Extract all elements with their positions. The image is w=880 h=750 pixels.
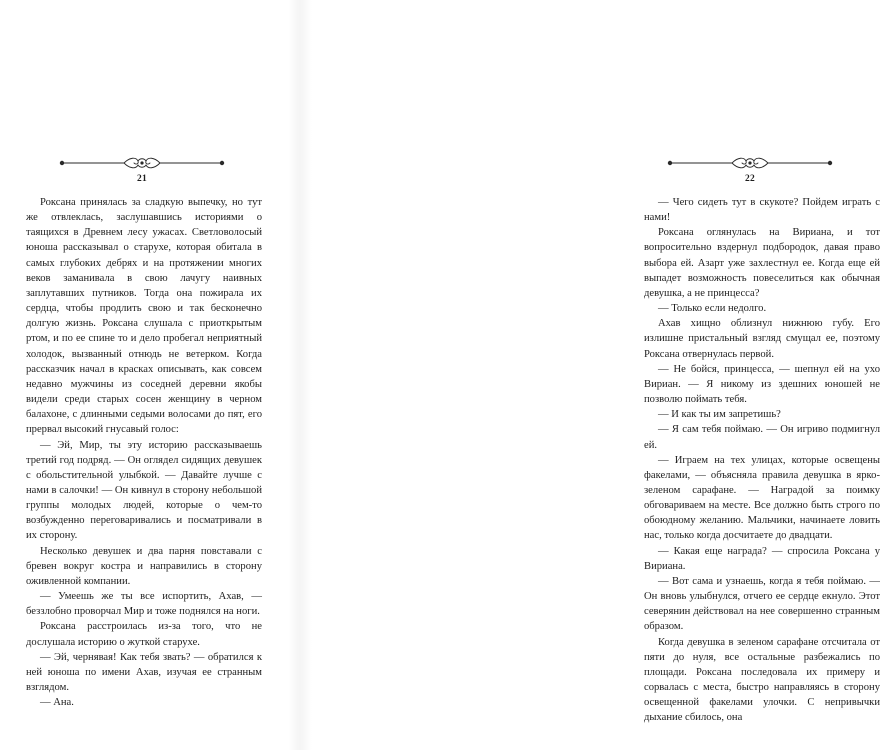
paragraph: — И как ты им запретишь?	[658, 409, 781, 421]
paragraph: — Эй, чернявая! Как тебя звать? — обратился к ней юноша по имени Ахав, изучая ее странным взглядом.	[26, 651, 262, 693]
page-number: 22	[744, 174, 756, 184]
paragraph: Роксана принялась за сладкую выпечку, но тут же отвлеклась, заслушавшись историями о таящихся в Древнем лесу ужасах. Светловолосый юноша рассказывал о старухе, которая обитала в самых глубоких дебрях и на протяжении многих веков заманивала в свою лачугу наивных заплутавших путников. Тогда она пожирала их сердца, чтобы продлить свою и так бесконечно долгую жизнь. Роксана слушала с приоткрытым ртом, и по ее спине то и дело пробегал неприятный холодок, вызванный отнюдь не ветерком. Когда рассказчик начал в красках описывать, как совсем недавно мужчины из соседней деревни якобы видели среди старых сосен женщину в черном балахоне, с длинными седыми волосами до пят, его прервал высокий гнусавый голос:	[26, 197, 262, 436]
body-text	[644, 195, 880, 725]
paragraph: Ахав хищно облизнул нижнюю губу. Его излишне пристальный взгляд смущал ее, поэтому Роксана отвернулась первой.	[644, 318, 880, 360]
page-number: 21	[136, 174, 148, 184]
paragraph: — Ана.	[40, 697, 74, 709]
paragraph: — Играем на тех улицах, которые освещены факелами, — объясняла правила девушка в ярко-зеленом сарафане. — Наградой за поимку обговариваем на месте. Все должно быть строго по обоюдному желанию. Мальчики, начинаете ловить нас, только когда досчитаете до двадцати.	[644, 454, 880, 542]
paragraph: — Вот сама и узнаешь, когда я тебя поймаю. — Он вновь улыбнулся, отчего ее сердце екнуло. Этот северянин действовал на нее совершенно странным образом.	[644, 575, 880, 633]
paragraph: Роксана расстроилась из-за того, что не дослушала историю о жуткой старухе.	[26, 621, 262, 648]
paragraph: Несколько девушек и два парня повставали с бревен вокруг костра и направились в сторону оживленной компании.	[26, 545, 262, 587]
paragraph: — Не бойся, принцесса, — шепнул ей на ухо Вириан. — Я никому из здешних юношей не позволю поймать тебя.	[644, 363, 880, 406]
paragraph: — Чего сидеть тут в скукоте? Пойдем играть с нами!	[644, 197, 880, 224]
paragraph: — Какая еще награда? — спросила Роксана у Вириана.	[644, 545, 880, 572]
paragraph: — Я сам тебя поймаю. — Он игриво подмигнул ей.	[644, 424, 880, 451]
flourish-ornament-icon	[666, 156, 834, 170]
left-page	[0, 0, 300, 750]
paragraph: — Умеешь же ты все испортить, Ахав, — беззлобно проворчал Мир и тоже поднялся на ноги.	[26, 591, 262, 618]
paragraph: — Эй, Мир, ты эту историю рассказываешь третий год подряд. — Он оглядел сидящих девушек с обольстительной улыбкой. — Давайте лучше с нами в салочки! — Он кивнул в сторону небольшой группы молодых людей, которые о чем-то возбужденно переговаривались и посматривали в их сторону.	[26, 439, 262, 542]
paragraph: — Только если недолго.	[658, 303, 767, 315]
paragraph: Когда девушка в зеленом сарафане отсчитала от пяти до нуля, все остальные разбежались по площади. Роксана последовала их примеру и сорвалась с места, быстро направляясь в сторону освещенной факелами улочки. С непривычки дыхание сбилось, она	[644, 636, 880, 724]
flourish-ornament-icon	[58, 156, 226, 170]
paragraph: Роксана оглянулась на Вириана, и тот вопросительно вздернул подбородок, давая право выбора ей. Азарт уже захлестнул ее. Когда еще ей выпадет возможность повеселиться как обычная девушка, а не принцесса?	[644, 227, 880, 299]
body-text	[26, 195, 262, 710]
right-page	[300, 0, 880, 750]
